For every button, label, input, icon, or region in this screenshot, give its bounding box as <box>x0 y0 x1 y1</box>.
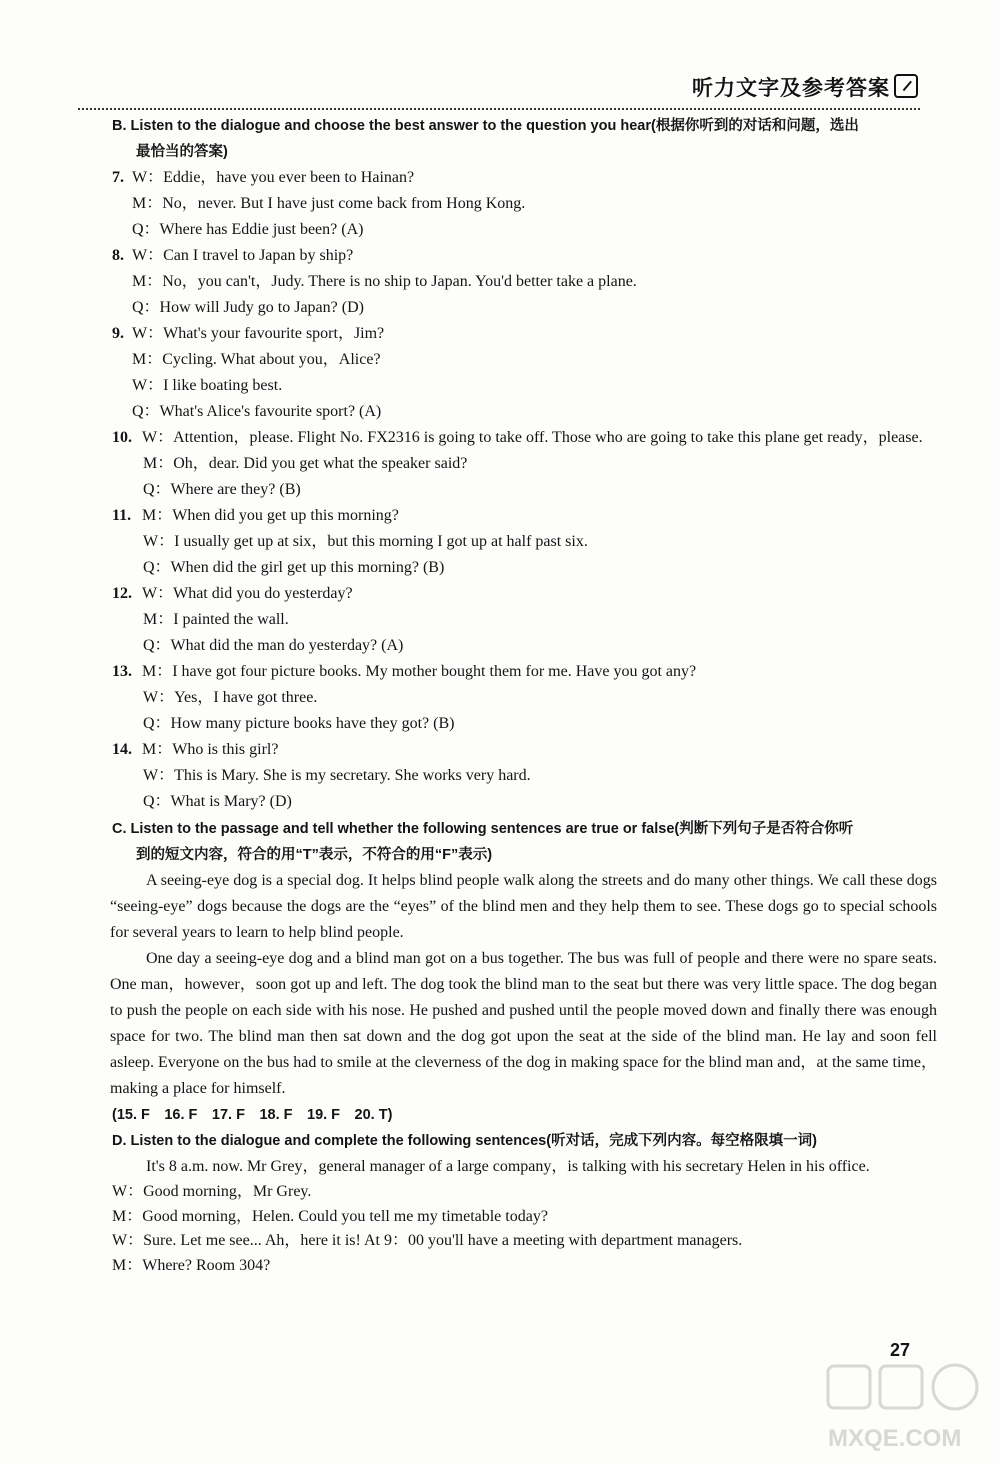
header-title: 听力文字及参考答案 <box>692 76 890 100</box>
dialogue-item: 9. W：What's your favourite sport，Jim? M：Cycling. What about you，Alice? W：I like boating best. Q：What's Alice's favourite sport? (A) <box>112 325 385 420</box>
section-b-title: B. Listen to the dialogue and choose the best answer to the question you hear(根据你听到的对话和问题，选出 最恰当的答案) <box>112 118 859 160</box>
dialogue-line: M：Good morning，Helen. Could you tell me my timetable today? <box>112 1207 548 1225</box>
watermark-glyph-1 <box>828 1366 870 1408</box>
dialogue-line: W：Sure. Let me see... Ah，here it is! At 9：00 you'll have a meeting with department managers. <box>112 1232 743 1249</box>
passage-paragraph: A seeing-eye dog is a special dog. It helps blind people walk along the streets and do many other things. We call these dogs “seeing-eye” dogs because the dogs are the “eyes” of the blind men and they help them to see. These dogs go to special schools for several years to learn to help blind people. <box>110 872 937 941</box>
header-divider <box>78 108 920 110</box>
dialogue-line: M：Where? Room 304? <box>112 1256 271 1274</box>
dialogue-item: 8. W：Can I travel to Japan by ship? M：No，you can't，Judy. There is no ship to Japan. You'd better take a plane. Q：How will Judy go to Japan? (D) <box>112 247 637 316</box>
pencil-icon <box>894 74 918 98</box>
dialogue-intro: It's 8 a.m. now. Mr Grey，general manager of a large company，is talking with his secretary Helen in his office. <box>146 1158 870 1175</box>
dialogue-item: 14. M：Who is this girl? W：This is Mary. She is my secretary. She works very hard. Q：What is Mary? (D) <box>112 741 531 810</box>
dialogue-line: W：Good morning，Mr Grey. <box>112 1183 312 1200</box>
watermark-logo <box>820 1358 990 1456</box>
watermark-glyph-3 <box>933 1365 977 1409</box>
dialogue-item: 11. M：When did you get up this morning? W：I usually get up at six，but this morning I got up at half past six. Q：When did the girl get up this morning? (B) <box>112 507 588 576</box>
page-header <box>692 72 918 102</box>
page-content <box>112 113 937 1278</box>
watermark-glyph-2 <box>880 1366 922 1408</box>
dialogue-item: 7. W：Eddie，have you ever been to Hainan? M：No，never. But I have just come back from Hong Kong. Q：Where has Eddie just been? (A) <box>112 169 526 238</box>
section-d-title: D. Listen to the dialogue and complete the following sentences(听对话，完成下列内容。每空格限填一词) <box>112 1133 817 1149</box>
dialogue-item: 10. W：Attention，please. Flight No. FX2316 is going to take off. Those who are going to take this plane get ready，please. M：Oh，dear. Did you get what the speaker said? Q：Where are they? (B) <box>112 429 923 498</box>
passage-paragraph: One day a seeing-eye dog and a blind man got on a bus together. The bus was full of people and there were no spare seats. One man，however，soon got up and left. The dog took the blind man to the seat but there was very little space. The dog began to push the people on each side with his nose. He pushed and pushed until the people moved down and finally there was enough space for two. The blind man then sat down and the dog got upon the seat at the side of the blind man. He lay and soon fell asleep. Everyone on the bus had to smile at the cleverness of the dog in making space for the blind man and，at the same time，making a place for himself. <box>110 950 938 1097</box>
section-c-title: C. Listen to the passage and tell whether the following sentences are true or false(判断下列句子是否符合你听 到的短文内容，符合的用“T”表示，不符合的用“F”表示) <box>112 821 854 863</box>
answer-key: (15. F 16. F 17. F 18. F 19. F 20. T) <box>112 1107 393 1123</box>
dialogue-item: 12. W：What did you do yesterday? M：I painted the wall. Q：What did the man do yesterday? (A) <box>112 585 404 654</box>
watermark-url: MXQE.COM <box>828 1425 962 1452</box>
dialogue-item: 13. M：I have got four picture books. My mother bought them for me. Have you got any? W：Yes，I have got three. Q：How many picture books have they got? (B) <box>112 663 697 732</box>
page-number: 27 <box>890 1340 911 1360</box>
